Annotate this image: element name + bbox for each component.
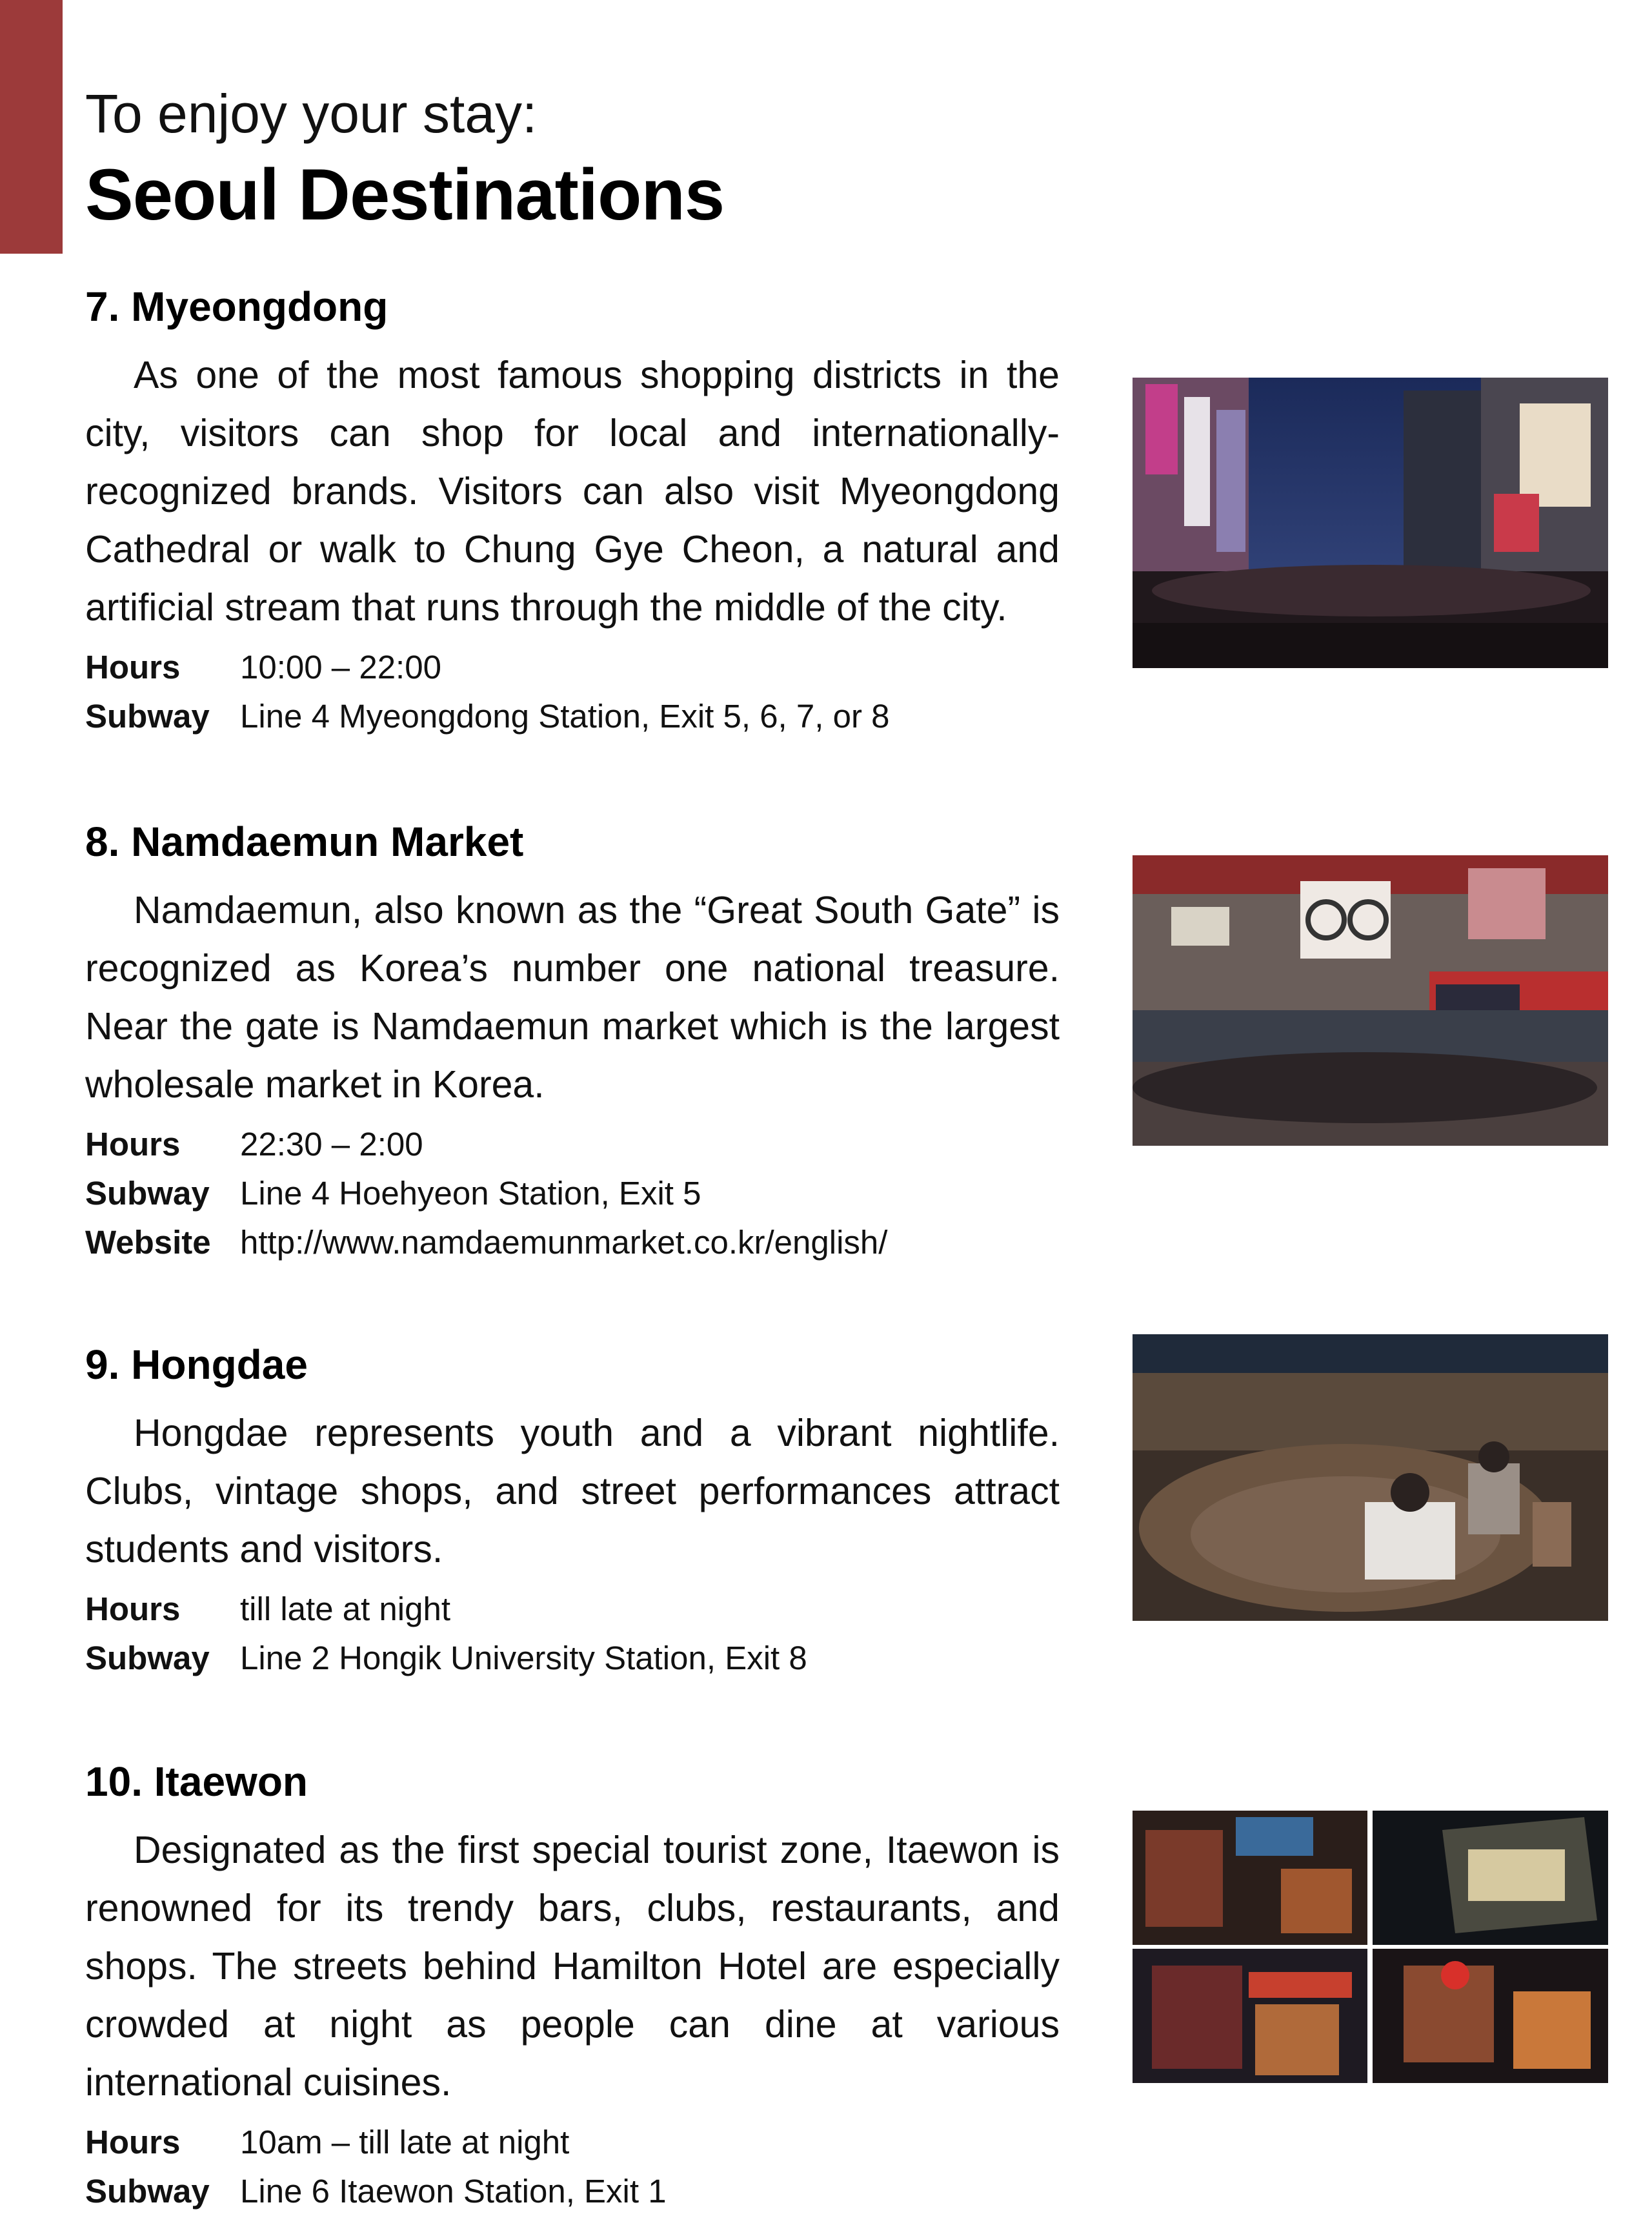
destination-itaewon [85, 1757, 1066, 2216]
hours-value: 10:00 – 22:00 [240, 648, 441, 686]
subway-label: Subway [85, 1639, 210, 1676]
hours-value: till late at night [240, 1590, 451, 1627]
section-description: Hongdae represents youth and a vibrant nightlife. Clubs, vintage shops, and street performances attract students and visitors. [85, 1411, 1060, 1571]
namdaemun-photo [1133, 855, 1608, 1146]
subway-label: Subway [85, 1174, 210, 1212]
subway-row [85, 2167, 1066, 2216]
page-subtitle: To enjoy your stay: [85, 83, 538, 144]
hours-value: 22:30 – 2:00 [240, 1125, 423, 1163]
hours-row [85, 1120, 1066, 1169]
section-heading: 8. Namdaemun Market [85, 818, 524, 865]
subway-value: Line 2 Hongik University Station, Exit 8 [240, 1639, 807, 1676]
hours-label: Hours [85, 1125, 181, 1163]
hours-row [85, 2118, 1066, 2167]
hours-label: Hours [85, 2123, 181, 2160]
website-label: Website [85, 1223, 211, 1261]
hongdae-photo [1133, 1334, 1608, 1621]
section-heading: 10. Itaewon [85, 1758, 308, 1805]
myeongdong-photo [1133, 378, 1608, 668]
section-heading: 7. Myeongdong [85, 283, 388, 330]
destination-namdaemun [85, 817, 1066, 1267]
subway-row [85, 1634, 1066, 1683]
subway-label: Subway [85, 2172, 210, 2210]
subway-label: Subway [85, 697, 210, 735]
hours-value: 10am – till late at night [240, 2123, 570, 2160]
itaewon-photo [1133, 1811, 1608, 2083]
accent-bar [0, 0, 63, 254]
hours-label: Hours [85, 1590, 181, 1627]
subway-value: Line 4 Myeongdong Station, Exit 5, 6, 7, or 8 [240, 697, 890, 735]
section-description: Namdaemun, also known as the “Great South Gate” is recognized as Korea’s number one national treasure. Near the gate is Namdaemun market which is the largest wholesale market in Korea. [85, 888, 1060, 1106]
destination-myeongdong [85, 282, 1066, 741]
section-heading: 9. Hongdae [85, 1341, 308, 1388]
section-description: Designated as the first special tourist zone, Itaewon is renowned for its trendy bars, clubs, restaurants, and shops. The streets behind Hamilton Hotel are especially crowded at night as people can dine at various international cuisines. [85, 1828, 1060, 2104]
subway-value: Line 6 Itaewon Station, Exit 1 [240, 2172, 667, 2210]
website-link[interactable]: http://www.namdaemunmarket.co.kr/english/ [240, 1223, 888, 1261]
hours-label: Hours [85, 648, 181, 686]
hours-row [85, 643, 1066, 692]
website-row [85, 1218, 1066, 1267]
subway-row [85, 692, 1066, 741]
subway-row [85, 1169, 1066, 1218]
page-title: Seoul Destinations [85, 154, 725, 235]
destination-hongdae [85, 1340, 1066, 1683]
hours-row [85, 1585, 1066, 1634]
section-description: As one of the most famous shopping districts in the city, visitors can shop for local and internationally-recognized brands. Visitors can also visit Myeongdong Cathedral or walk to Chung Gye Cheon, a natural and artificial stream that runs through the middle of the city. [85, 353, 1060, 629]
subway-value: Line 4 Hoehyeon Station, Exit 5 [240, 1174, 701, 1212]
